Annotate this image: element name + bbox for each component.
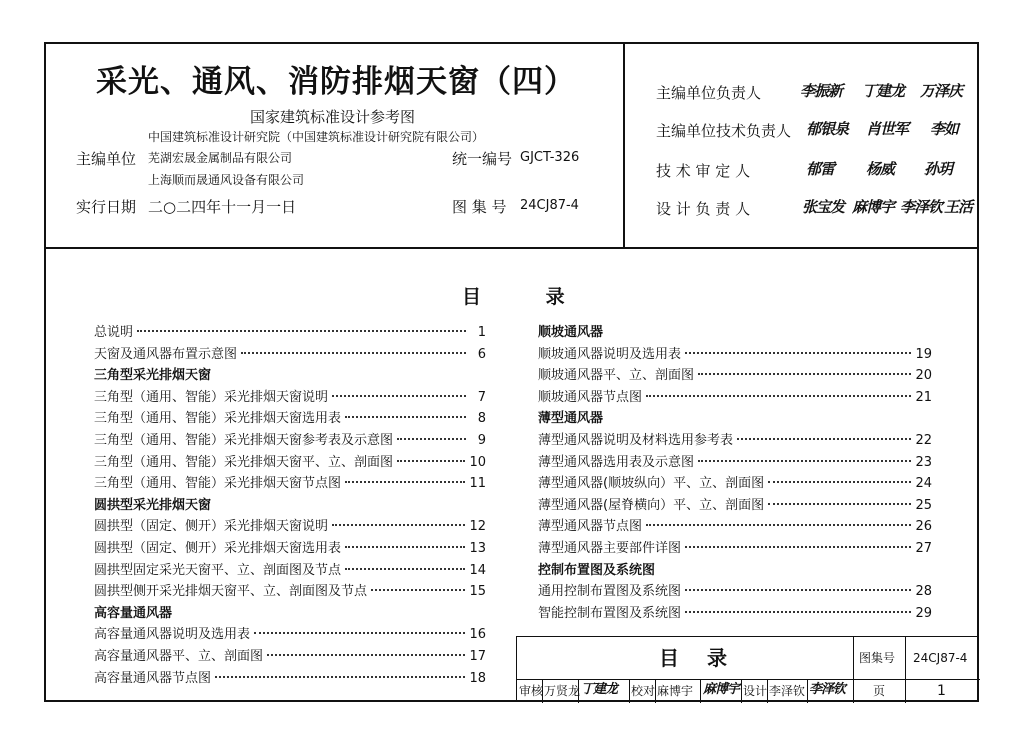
atlas-no: 24CJ87-4: [520, 198, 579, 213]
toc-section-heading: 顺坡通风器: [538, 325, 604, 340]
signature: 郁银泉: [806, 120, 849, 138]
signature: 麻博宇: [852, 198, 895, 216]
design-name: 李泽钦: [769, 684, 806, 698]
toc-entry-page: 14: [469, 562, 486, 578]
toc-entry-page: 7: [477, 389, 486, 405]
toc-entry[interactable]: [94, 431, 486, 451]
toc-entry-page: 11: [469, 476, 486, 492]
toc-leader-dots: [371, 589, 465, 591]
toc-entry[interactable]: [538, 474, 932, 494]
toc-entry-label: 薄型通风器(顺坡纵向）平、立、剖面图: [538, 476, 765, 492]
document-subtitle: 国家建筑标准设计参考图: [250, 108, 416, 126]
toc-leader-dots: [698, 373, 911, 375]
toc-leader-dots: [397, 438, 466, 440]
role-technical-reviewer: 技 术 审 定 人: [656, 162, 751, 180]
toc-leader-dots: [345, 546, 465, 548]
toc-entry[interactable]: [94, 561, 486, 581]
toc-entry-page: 24: [915, 476, 932, 492]
title-block-atlas-no: 24CJ87-4: [913, 651, 968, 665]
signature: 孙玥: [924, 160, 953, 178]
toc-entry-label: 薄型通风器主要部件详图: [538, 541, 682, 556]
page-number: 1: [937, 683, 946, 699]
editor-unit-1: 中国建筑标准设计研究院（中国建筑标准设计研究院有限公司）: [148, 130, 485, 144]
signature: 张宝发: [802, 198, 845, 216]
role-design-lead: 设 计 负 责 人: [656, 200, 751, 218]
toc-leader-dots: [685, 352, 911, 354]
unified-no: GJCT-326: [520, 150, 580, 165]
toc-entry-page: 6: [477, 346, 486, 362]
atlas-no-label: 图 集 号: [452, 198, 507, 216]
role-chief-unit-head: 主编单位负责人: [656, 84, 762, 102]
toc-entry-page: 27: [915, 541, 932, 556]
document-title: 采光、通风、消防排烟天窗（四）: [96, 64, 576, 100]
title-block-name: 目 录: [659, 646, 727, 670]
toc-entry-page: 9: [477, 433, 486, 448]
check-name: 麻博宇: [657, 684, 694, 698]
toc-entry[interactable]: [538, 345, 932, 365]
toc-entry[interactable]: [538, 604, 932, 624]
toc-entry-label: 天窗及通风器布置示意图: [94, 346, 238, 362]
toc-entry-label: 顺坡通风器平、立、剖面图: [538, 368, 695, 384]
toc-entry-page: 12: [469, 519, 486, 535]
toc-leader-dots: [397, 460, 465, 462]
toc-entry-label: 高容量通风器节点图: [94, 670, 212, 686]
toc-leader-dots: [646, 395, 911, 397]
check-label: 校对: [631, 684, 656, 698]
toc-entry-page: 25: [915, 497, 932, 513]
unified-no-label: 统一编号: [452, 150, 513, 168]
toc-entry-label: 薄型通风器选用表及示意图: [538, 454, 695, 470]
toc-entry[interactable]: [538, 431, 932, 451]
page-label: 页: [873, 684, 886, 698]
toc-entry[interactable]: [94, 625, 486, 645]
toc-entry[interactable]: [94, 323, 486, 343]
signature: 王活: [944, 198, 973, 216]
toc-leader-dots: [241, 352, 466, 354]
toc-entry-page: 29: [915, 605, 932, 621]
toc-leader-dots: [345, 568, 465, 570]
toc-entry-page: 26: [915, 519, 932, 535]
toc-leader-dots: [332, 395, 466, 397]
title-block-atlas-label: 图集号: [859, 651, 896, 665]
toc-leader-dots: [768, 481, 911, 483]
toc-entry-label: 高容量通风器说明及选用表: [94, 627, 251, 643]
toc-entry[interactable]: [538, 388, 932, 408]
role-chief-unit-technical-head: 主编单位技术负责人: [656, 122, 792, 140]
toc-leader-dots: [215, 676, 465, 678]
editor-label: 主编单位: [76, 150, 137, 168]
toc-entry[interactable]: [538, 582, 932, 602]
toc-title: [462, 282, 565, 309]
design-signature: 李泽钦: [809, 682, 846, 697]
toc-entry[interactable]: [538, 496, 932, 516]
toc-entry-label: 薄型通风器说明及材料选用参考表: [538, 433, 734, 448]
toc-entry-page: 16: [469, 627, 486, 643]
toc-entry[interactable]: [94, 474, 486, 494]
toc-title-char: 目: [462, 286, 482, 308]
toc-entry-page: 17: [469, 649, 486, 664]
toc-leader-dots: [345, 481, 465, 483]
toc-section-heading: 薄型通风器: [538, 411, 604, 427]
review-name: 万贤龙: [544, 684, 581, 698]
design-label: 设计: [743, 684, 768, 698]
toc-entry-page: 8: [477, 411, 486, 427]
toc-section-heading: 三角型采光排烟天窗: [94, 368, 212, 384]
toc-entry-label: 高容量通风器平、立、剖面图: [94, 649, 264, 664]
toc-leader-dots: [646, 524, 911, 526]
toc-entry[interactable]: [94, 517, 486, 537]
review-label: 审核: [519, 684, 544, 698]
toc-entry-page: 10: [469, 454, 486, 470]
toc-entry-label: 总说明: [94, 325, 134, 340]
effective-date: 二○二四年十一月一日: [148, 198, 297, 216]
toc-entry-page: 13: [469, 541, 486, 556]
toc-entry[interactable]: [94, 453, 486, 473]
toc-leader-dots: [267, 654, 465, 656]
effective-date-label: 实行日期: [76, 198, 137, 216]
toc-entry-label: 顺坡通风器说明及选用表: [538, 346, 682, 362]
toc-entry-page: 23: [915, 454, 932, 470]
signature: 李振新: [800, 82, 843, 100]
toc-entry[interactable]: [538, 366, 932, 386]
editor-unit-2: 芜湖宏晟金属制品有限公司: [148, 151, 293, 165]
toc-entry-label: 顺坡通风器节点图: [538, 389, 643, 405]
toc-entry-label: 圆拱型（固定、侧开）采光排烟天窗说明: [94, 519, 329, 535]
toc-entry-label: 三角型（通用、智能）采光排烟天窗选用表: [94, 411, 342, 427]
signature: 丁建龙: [862, 82, 905, 100]
toc-leader-dots: [768, 503, 911, 505]
toc-entry-label: 薄型通风器节点图: [538, 519, 643, 535]
toc-entry[interactable]: [94, 539, 486, 559]
toc-entry-page: 18: [469, 670, 486, 686]
toc-entry-label: 三角型（通用、智能）采光排烟天窗节点图: [94, 476, 342, 492]
toc-entry-page: 22: [915, 433, 932, 448]
header-column-divider: [623, 42, 625, 248]
toc-leader-dots: [345, 416, 466, 418]
toc-entry[interactable]: [94, 388, 486, 408]
toc-entry[interactable]: [94, 409, 486, 429]
toc-entry[interactable]: [94, 582, 486, 602]
toc-entry[interactable]: [94, 647, 486, 667]
toc-title-char: 录: [545, 286, 565, 308]
title-block: [516, 636, 979, 702]
toc-entry-label: 三角型（通用、智能）采光排烟天窗说明: [94, 389, 329, 405]
signature: 李泽钦: [900, 198, 943, 216]
toc-entry-label: 智能控制布置图及系统图: [538, 605, 682, 621]
check-signature: 麻博宇: [703, 682, 740, 697]
header-bottom-rule: [44, 247, 979, 249]
toc-entry-label: 圆拱型固定采光天窗平、立、剖面图及节点: [94, 562, 342, 578]
toc-leader-dots: [685, 546, 911, 548]
toc-entry-page: 15: [469, 584, 486, 600]
signature: 郁雷: [806, 160, 835, 178]
toc-entry[interactable]: [94, 669, 486, 689]
toc-section-heading: 圆拱型采光排烟天窗: [94, 497, 212, 513]
signature: 李如: [930, 120, 959, 138]
toc-leader-dots: [685, 589, 911, 591]
signature: 万泽庆: [920, 82, 963, 100]
toc-entry-page: 19: [915, 346, 932, 362]
toc-leader-dots: [737, 438, 911, 440]
toc-leader-dots: [137, 330, 466, 332]
toc-leader-dots: [685, 611, 911, 613]
toc-entry[interactable]: [538, 453, 932, 473]
toc-leader-dots: [254, 632, 465, 634]
toc-entry-page: 21: [915, 389, 932, 405]
toc-entry[interactable]: [538, 539, 932, 559]
toc-entry-label: 三角型（通用、智能）采光排烟天窗参考表及示意图: [94, 433, 394, 448]
toc-section-heading: 控制布置图及系统图: [538, 562, 656, 578]
toc-entry-label: 三角型（通用、智能）采光排烟天窗平、立、剖面图: [94, 454, 394, 470]
toc-entry[interactable]: [538, 517, 932, 537]
toc-leader-dots: [698, 460, 911, 462]
toc-entry-page: 20: [915, 368, 932, 384]
signature: 肖世军: [866, 120, 909, 138]
toc-entry-page: 28: [915, 584, 932, 600]
toc-entry[interactable]: [94, 345, 486, 365]
toc-entry-label: 圆拱型侧开采光排烟天窗平、立、剖面图及节点: [94, 584, 368, 600]
toc-entry-label: 通用控制布置图及系统图: [538, 584, 682, 600]
review-signature: 丁建龙: [581, 682, 618, 697]
toc-section-heading: 高容量通风器: [94, 605, 173, 621]
toc-entry-page: 1: [477, 325, 486, 340]
signature: 杨威: [866, 160, 895, 178]
toc-leader-dots: [332, 524, 465, 526]
toc-entry-label: 薄型通风器(屋脊横向）平、立、剖面图: [538, 497, 765, 513]
editor-unit-3: 上海顺而晟通风设备有限公司: [148, 173, 305, 187]
toc-entry-label: 圆拱型（固定、侧开）采光排烟天窗选用表: [94, 541, 342, 556]
